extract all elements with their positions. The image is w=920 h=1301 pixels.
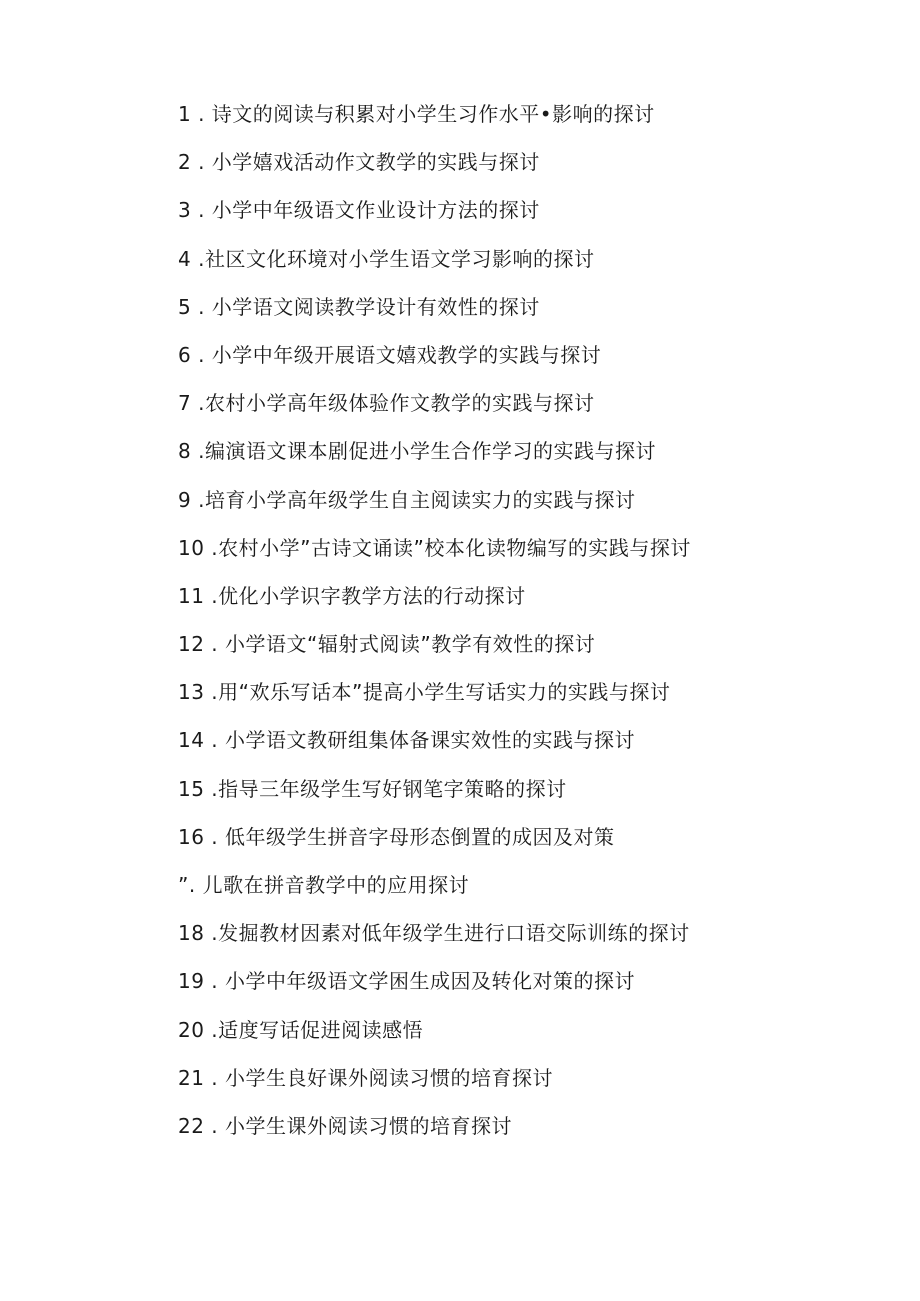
list-item: 10 .农村小学”古诗文诵读”校本化读物编写的实践与探讨 xyxy=(178,535,691,560)
list-item: 22 . 小学生课外阅读习惯的培育探讨 xyxy=(178,1113,513,1138)
list-item: 16 . 低年级学生拼音字母形态倒置的成因及对策 xyxy=(178,824,615,849)
list-item: 7 .农村小学高年级体验作文教学的实践与探讨 xyxy=(178,391,595,416)
list-item: 2 . 小学嬉戏活动作文教学的实践与探讨 xyxy=(178,150,540,175)
list-item: 14 . 小学语文教研组集体备课实效性的实践与探讨 xyxy=(178,728,636,753)
list-item: 5 . 小学语文阅读教学设计有效性的探讨 xyxy=(178,294,540,319)
list-item: ”. 儿歌在拼音教学中的应用探讨 xyxy=(178,873,470,897)
list-item: 12 . 小学语文“辐射式阅读”教学有效性的探讨 xyxy=(178,632,596,657)
list-item: 21 . 小学生良好课外阅读习惯的培育探讨 xyxy=(178,1065,554,1090)
list-item: 1 . 诗文的阅读与积累对小学生习作水平•影响的探讨 xyxy=(178,102,655,126)
list-item: 11 .优化小学识字教学方法的行动探讨 xyxy=(178,583,526,608)
list-item: 13 .用“欢乐写话本”提高小学生写话实力的实践与探讨 xyxy=(178,680,671,705)
topic-list xyxy=(178,96,691,1156)
list-item: 18 .发掘教材因素对低年级学生进行口语交际训练的探讨 xyxy=(178,921,690,946)
list-item: 20 .适度写话促进阅读感悟 xyxy=(178,1017,424,1042)
list-item: 15 .指导三年级学生写好钢笔字策略的探讨 xyxy=(178,776,567,801)
list-item: 6 . 小学中年级开展语文嬉戏教学的实践与探讨 xyxy=(178,342,602,367)
list-item: 19 . 小学中年级语文学困生成因及转化对策的探讨 xyxy=(178,969,636,994)
list-item: 8 .编演语文课本剧促进小学生合作学习的实践与探讨 xyxy=(178,439,656,464)
list-item: 9 .培育小学高年级学生自主阅读实力的实践与探讨 xyxy=(178,487,636,512)
list-item: 4 .社区文化环境对小学生语文学习影响的探讨 xyxy=(178,246,595,271)
list-item: 3 . 小学中年级语文作业设计方法的探讨 xyxy=(178,198,540,223)
